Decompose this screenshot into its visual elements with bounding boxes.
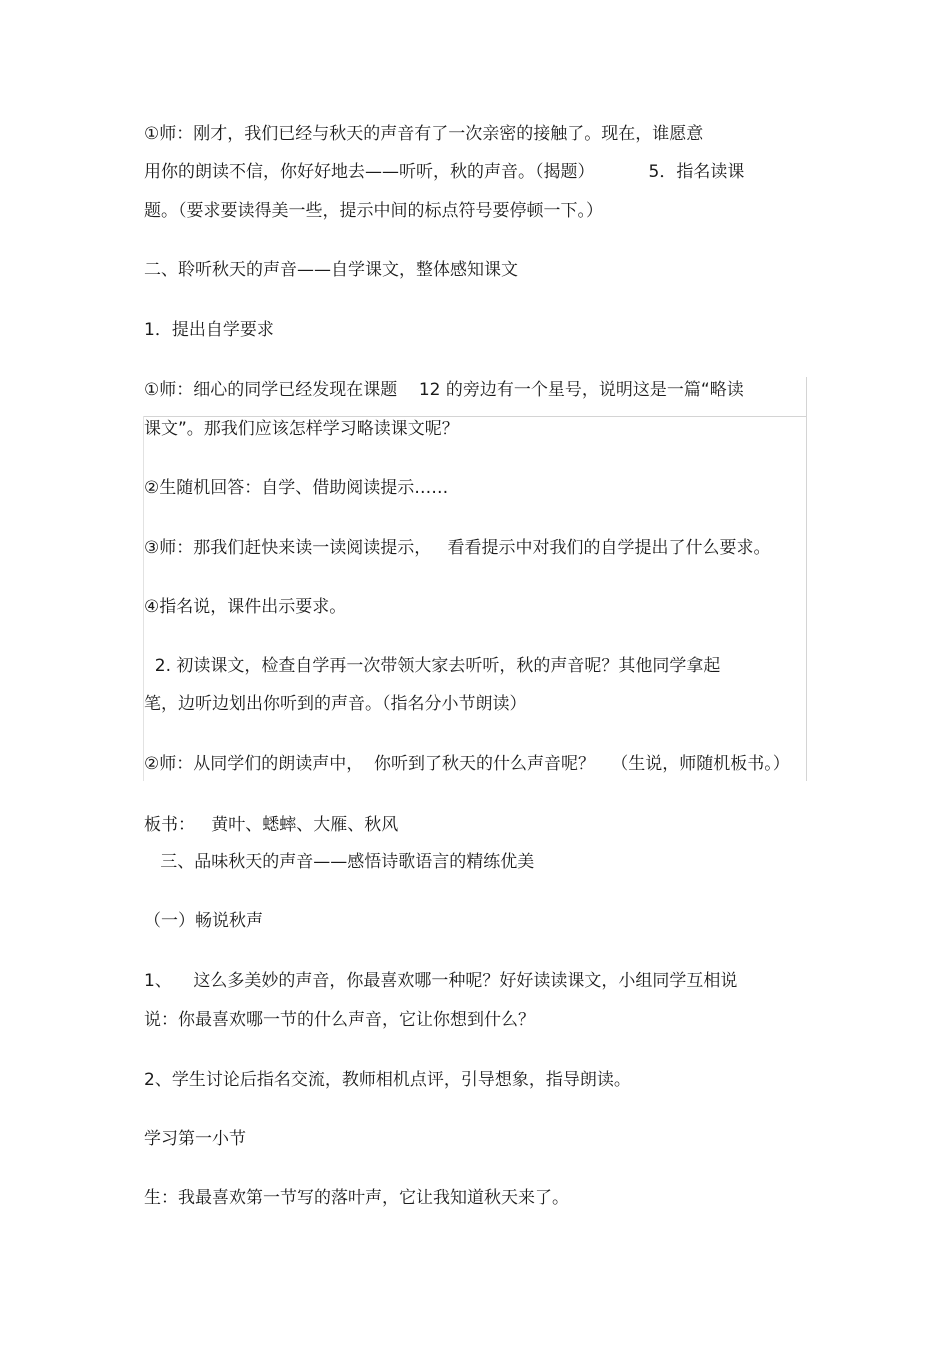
text-line: 学习第一小节: [144, 1129, 246, 1149]
text-line: ③师：那我们赶快来读一读阅读提示， 看看提示中对我们的自学提出了什么要求。: [144, 538, 771, 558]
text-line: 2. 初读课文，检查自学再一次带领大家去听听，秋的声音呢？其他同学拿起: [144, 656, 721, 676]
text-line: 板书： 黄叶、蟋蟀、大雁、秋风: [144, 815, 399, 835]
section-heading: 三、品味秋天的声音——感悟诗歌语言的精练优美: [144, 852, 535, 872]
text-line: ②师：从同学们的朗读声中， 你听到了秋天的什么声音呢？ （生说，师随机板书。）: [144, 754, 790, 774]
text-line: （一）畅说秋声: [144, 911, 263, 931]
text-line: ②生随机回答：自学、借助阅读提示……: [144, 478, 449, 498]
text-line: ①师：细心的同学已经发现在课题 12 的旁边有一个星号，说明这是一篇“略读: [144, 380, 744, 400]
text-line: 2、学生讨论后指名交流，教师相机点评，引导想象，指导朗读。: [144, 1070, 631, 1090]
text-line: 课文”。那我们应该怎样学习略读课文呢？: [144, 419, 459, 439]
text-line: 1、 这么多美妙的声音，你最喜欢哪一种呢？好好读读课文，小组同学互相说: [144, 971, 738, 991]
table-border-right: [806, 377, 807, 781]
text-line: 生：我最喜欢第一节写的落叶声，它让我知道秋天来了。: [144, 1188, 569, 1208]
text-line: ①师：刚才，我们已经与秋天的声音有了一次亲密的接触了。现在，谁愿意: [144, 124, 704, 144]
text-line: 用你的朗读不信，你好好地去——听听，秋的声音。（揭题） 5．指名读课: [144, 162, 745, 182]
text-line: 题。（要求要读得美一些，提示中间的标点符号要停顿一下。）: [144, 201, 603, 221]
table-border-top: [144, 416, 806, 417]
section-heading: 二、聆听秋天的声音——自学课文，整体感知课文: [144, 260, 518, 280]
text-line: 1．提出自学要求: [144, 320, 274, 340]
text-line: 笔，边听边划出你听到的声音。（指名分小节朗读）: [144, 694, 527, 714]
text-line: 说：你最喜欢哪一节的什么声音，它让你想到什么？: [144, 1010, 535, 1030]
text-line: ④指名说，课件出示要求。: [144, 597, 347, 617]
